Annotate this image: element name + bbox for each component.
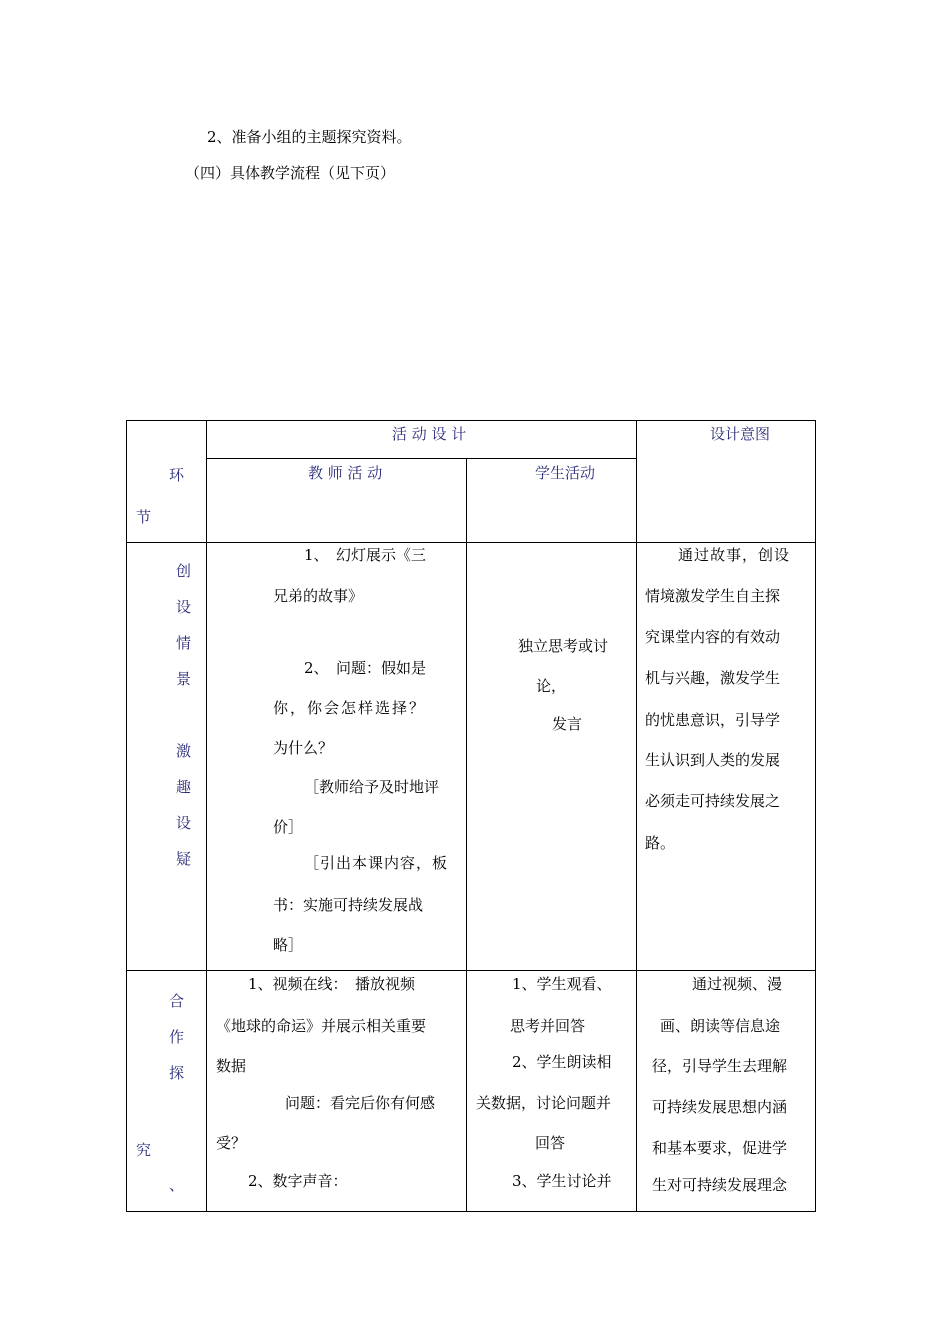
row1-teacher-line: 兄弟的故事》 [273, 587, 364, 605]
row2-student-line: 3、学生讨论并 [512, 1172, 612, 1190]
row1-student-line: 独立思考或讨 [518, 637, 609, 655]
row2-section-char: 究 [136, 1141, 152, 1159]
row1-intent-line: 路。 [645, 834, 676, 852]
row2-student-line: 思考并回答 [510, 1017, 586, 1035]
row1-section-char: 创 [176, 562, 192, 580]
header-activity-design: 活 动 设 计 [392, 425, 467, 443]
row1-intent-line: 究课堂内容的有效动 [645, 628, 781, 646]
row1-intent-line: 机与兴趣，激发学生 [645, 669, 781, 687]
row2-teacher-line: 1、视频在线： 播放视频 [248, 975, 416, 993]
table-border-left [126, 420, 127, 1212]
row1-section-char: 情 [176, 634, 192, 652]
row2-intent-line: 径，引导学生去理解 [652, 1057, 788, 1075]
row1-teacher-line: ［教师给予及时地评 [304, 778, 440, 796]
row1-teacher-line: 2、 问题：假如是 [304, 659, 427, 677]
row1-section-char: 设 [176, 598, 192, 616]
table-border-top [126, 420, 816, 421]
column-divider-1 [206, 420, 207, 1212]
header-design-intent: 设计意图 [710, 425, 771, 443]
header-section-char-1: 环 [169, 466, 185, 484]
row2-intent-line: 和基本要求，促进学 [652, 1139, 788, 1157]
row2-student-line: 回答 [535, 1134, 566, 1152]
row2-section-char: 探 [169, 1064, 185, 1082]
row2-intent-line: 通过视频、漫 [692, 975, 783, 993]
row2-intent-line: 画、朗读等信息途 [660, 1017, 781, 1035]
row1-intent-line: 的忧患意识，引导学 [645, 711, 781, 729]
row1-section-char: 疑 [176, 850, 192, 868]
row1-student-line: 论， [536, 677, 567, 695]
row2-teacher-line: 《地球的命运》并展示相关重要 [216, 1017, 427, 1035]
row2-teacher-line: 2、数字声音： [248, 1172, 348, 1190]
row2-intent-line: 可持续发展思想内涵 [652, 1098, 788, 1116]
header-student-activity: 学生活动 [535, 464, 596, 482]
row1-intent-line: 必须走可持续发展之 [645, 792, 781, 810]
teaching-process-table [126, 420, 816, 1212]
row2-teacher-line: 问题：看完后你有何感 [285, 1094, 436, 1112]
header-teacher-activity: 教 师 活 动 [308, 464, 383, 482]
header-divider [206, 458, 637, 459]
row2-section-char: 合 [169, 992, 185, 1010]
row2-intent-line: 生对可持续发展理念 [652, 1176, 788, 1194]
column-divider-2 [466, 458, 467, 1212]
row2-teacher-line: 受？ [216, 1134, 247, 1152]
row1-intent-line: 通过故事，创设 [678, 546, 791, 564]
row1-bottom-border [126, 970, 816, 971]
header-bottom-border [126, 542, 816, 543]
row1-student-line: 发言 [552, 715, 583, 733]
row2-student-line: 关数据，讨论问题并 [476, 1094, 612, 1112]
section-heading-teaching-process: （四）具体教学流程（见下页） [185, 164, 396, 182]
row2-teacher-line: 数据 [216, 1057, 247, 1075]
row1-section-char: 激 [176, 742, 192, 760]
row1-teacher-line: 1、 幻灯展示《三 [304, 546, 427, 564]
row1-intent-line: 情境激发学生自主探 [645, 587, 781, 605]
row2-section-char: 作 [169, 1028, 185, 1046]
row1-teacher-line: 价］ [273, 818, 304, 836]
row1-teacher-line: 为什么？ [273, 739, 334, 757]
row2-student-line: 1、学生观看、 [512, 975, 612, 993]
table-border-right [815, 420, 816, 1212]
column-divider-3 [636, 420, 637, 1212]
row1-teacher-line: 你，你会怎样选择？ [273, 699, 427, 717]
row1-section-char: 设 [176, 814, 192, 832]
row1-teacher-line: ［引出本课内容，板 [304, 854, 449, 872]
row2-student-line: 2、学生朗读相 [512, 1053, 612, 1071]
row1-section-char: 景 [176, 670, 192, 688]
header-section-char-2: 节 [136, 508, 152, 526]
row1-intent-line: 生认识到人类的发展 [645, 751, 781, 769]
row1-section-char: 趣 [176, 778, 192, 796]
row1-teacher-line: 书：实施可持续发展战 [273, 896, 424, 914]
table-border-bottom [126, 1211, 816, 1212]
row2-section-char: 、 [169, 1176, 185, 1194]
row1-teacher-line: 略］ [273, 936, 304, 954]
preparation-item-2: 2、准备小组的主题探究资料。 [207, 128, 412, 146]
